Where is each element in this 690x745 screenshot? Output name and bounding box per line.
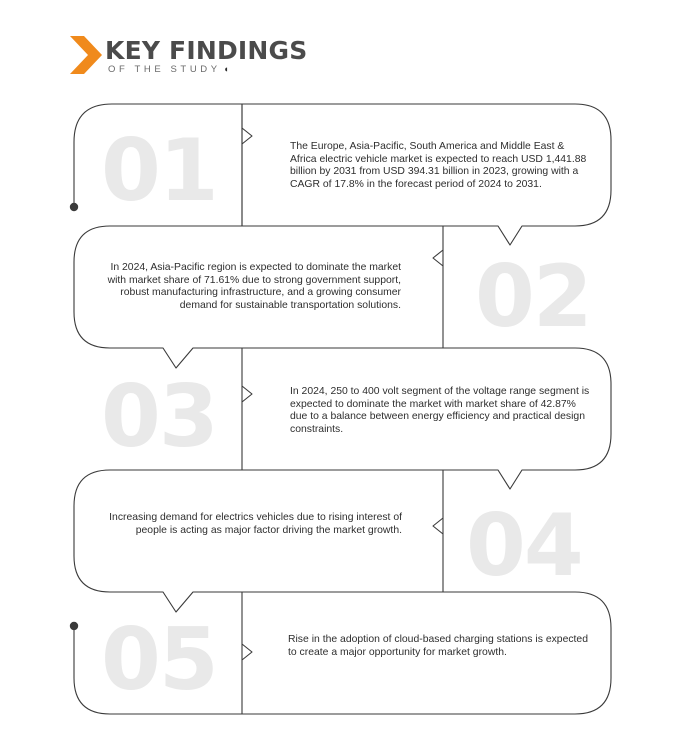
page-title: KEY FINDINGS [105, 36, 308, 65]
page-subtitle: OF THE STUDY ◖ [108, 64, 229, 75]
finding-text-5: Rise in the adoption of cloud-based charging stations is expected to create a major opportunity for market growth. [288, 634, 588, 658]
finding-box-4 [74, 470, 443, 612]
finding-text-4: Increasing demand for electrics vehicles due to rising interest of people is acting as major factor driving the market growth. [109, 512, 402, 536]
finding-number-4: 04 [466, 496, 582, 596]
chevron-logo-icon [70, 36, 104, 76]
finding-text-2: In 2024, Asia-Pacific region is expected to dominate the market with market share of 71.61% due to strong government support, robust manufacturing infrastructure, and a growing consumer demand for sustainable transportation solutions. [107, 262, 401, 311]
finding-text-3: In 2024, 250 to 400 volt segment of the voltage range segment is expected to dominate the market with market share of 42.87% due to a balance between energy efficiency and practical design constraints. [290, 386, 590, 435]
finding-number-3: 03 [101, 367, 217, 467]
finding-number-5: 05 [101, 610, 217, 710]
moon-icon: ◖ [220, 64, 229, 74]
finding-text-1: The Europe, Asia-Pacific, South America and Middle East & Africa electric vehicle market is expected to reach USD 1,441.88 billion by 2031 from USD 394.31 billion in 2023, growing with a CAGR of 17.8% in the forecast period of 2024 to 2031. [290, 141, 587, 190]
finding-number-2: 02 [475, 247, 591, 347]
finding-number-1: 01 [101, 121, 217, 221]
timeline-dot-top [70, 203, 78, 211]
timeline-dot-bottom [70, 622, 78, 630]
